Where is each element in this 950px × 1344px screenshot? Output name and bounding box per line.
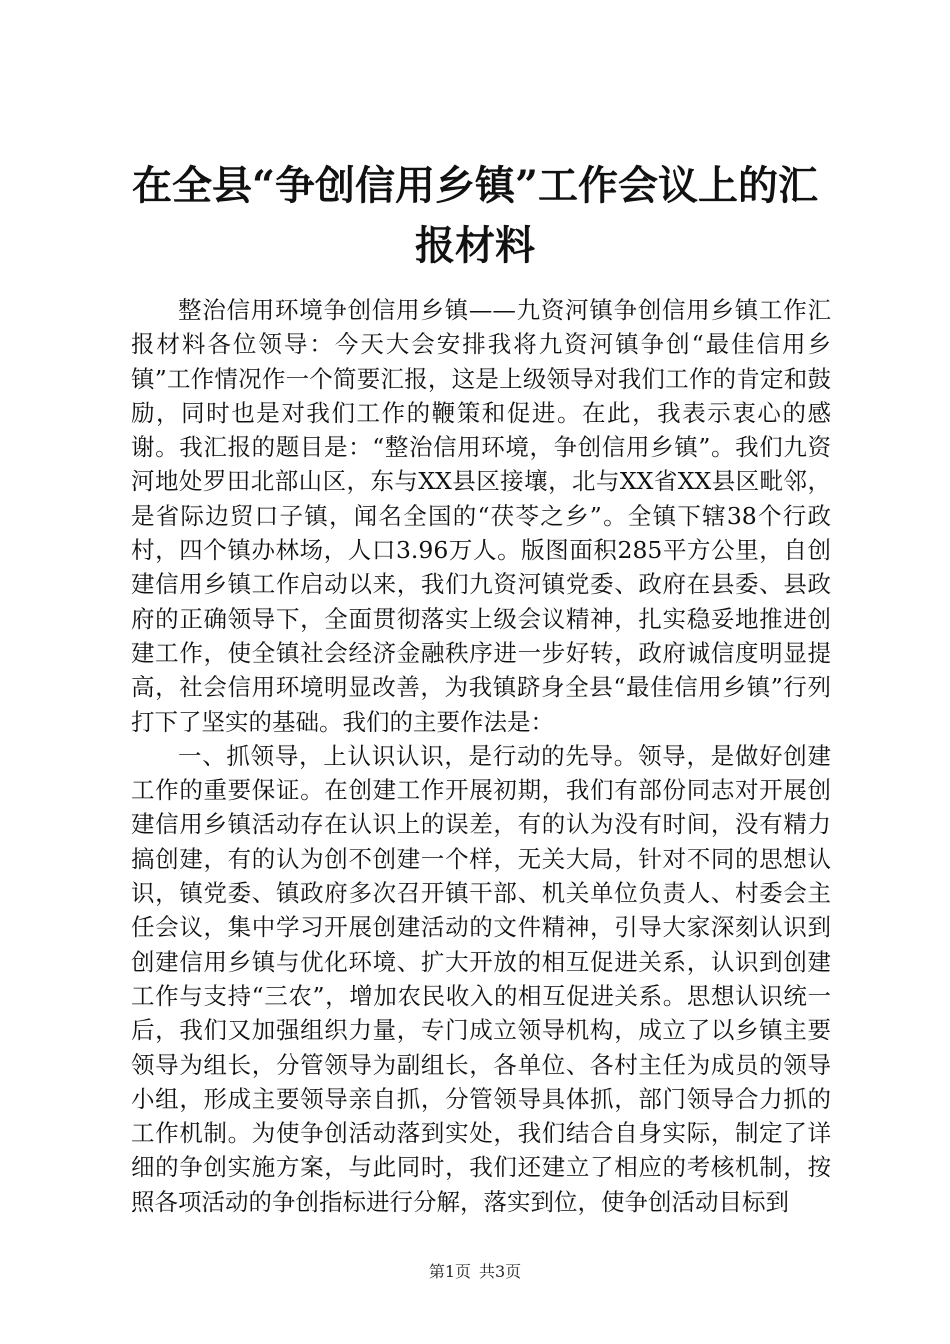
body-paragraph-intro: 整治信用环境争创信用乡镇——九资河镇争创信用乡镇工作汇报材料各位领导：今天大会安排我将九资河镇争创“最佳信用乡镇”工作情况作一个简要汇报，这是上级领导对我们工作的肯定和鼓励，同时也是对我们工作的鞭策和促进。在此，我表示衷心的感谢。我汇报的题目是：“整治信用环境，争创信用乡镇”。我们九资河地处罗田北部山区，东与XX县区接壤，北与XX省XX县区毗邻，是省际边贸口子镇，闻名全国的“茯苓之乡”。全镇下辖38个行政村，四个镇办林场，人口3.96万人。版图面积285平方公里，自创建信用乡镇工作启动以来，我们九资河镇党委、政府在县委、县政府的正确领导下，全面贯彻落实上级会议精神，扎实稳妥地推进创建工作，使全镇社会经济金融秩序进一步好转，政府诚信度明显提高，社会信用环境明显改善，为我镇跻身全县“最佳信用乡镇”行列打下了坚实的基础。我们的主要作法是：	[131, 296, 831, 736]
page-number-total: 共3页	[479, 1262, 522, 1281]
document-title: 在全县“争创信用乡镇”工作会议上的汇报材料	[131, 162, 818, 269]
page-number-current: 第1页	[428, 1262, 471, 1281]
body-paragraph-section-one: 一、抓领导，上认识认识，是行动的先导。领导，是做好创建工作的重要保证。在创建工作开展初期，我们有部份同志对开展创建信用乡镇活动存在认识上的误差，有的认为没有时间，没有精力搞创建，有的认为创不创建一个样，无关大局，针对不同的思想认识，镇党委、镇政府多次召开镇干部、机关单位负责人、村委会主任会议，集中学习开展创建活动的文件精神，引导大家深刻认识到创建信用乡镇与优化环境、扩大开放的相互促进关系，认识到创建工作与支持“三农”，增加农民收入的相互促进关系。思想认识统一后，我们又加强组织力量，专门成立领导机构，成立了以乡镇主要领导为组长，分管领导为副组长，各单位、各村主任为成员的领导小组，形成主要领导亲自抓，分管领导具体抓，部门领导合力抓的工作机制。为使争创活动落到实处，我们结合自身实际，制定了详细的争创实施方案，与此同时，我们还建立了相应的考核机制，按照各项活动的争创指标进行分解，落实到位，使争创活动目标到	[131, 741, 831, 1216]
page-footer	[0, 1262, 950, 1282]
document-body	[131, 293, 831, 1219]
